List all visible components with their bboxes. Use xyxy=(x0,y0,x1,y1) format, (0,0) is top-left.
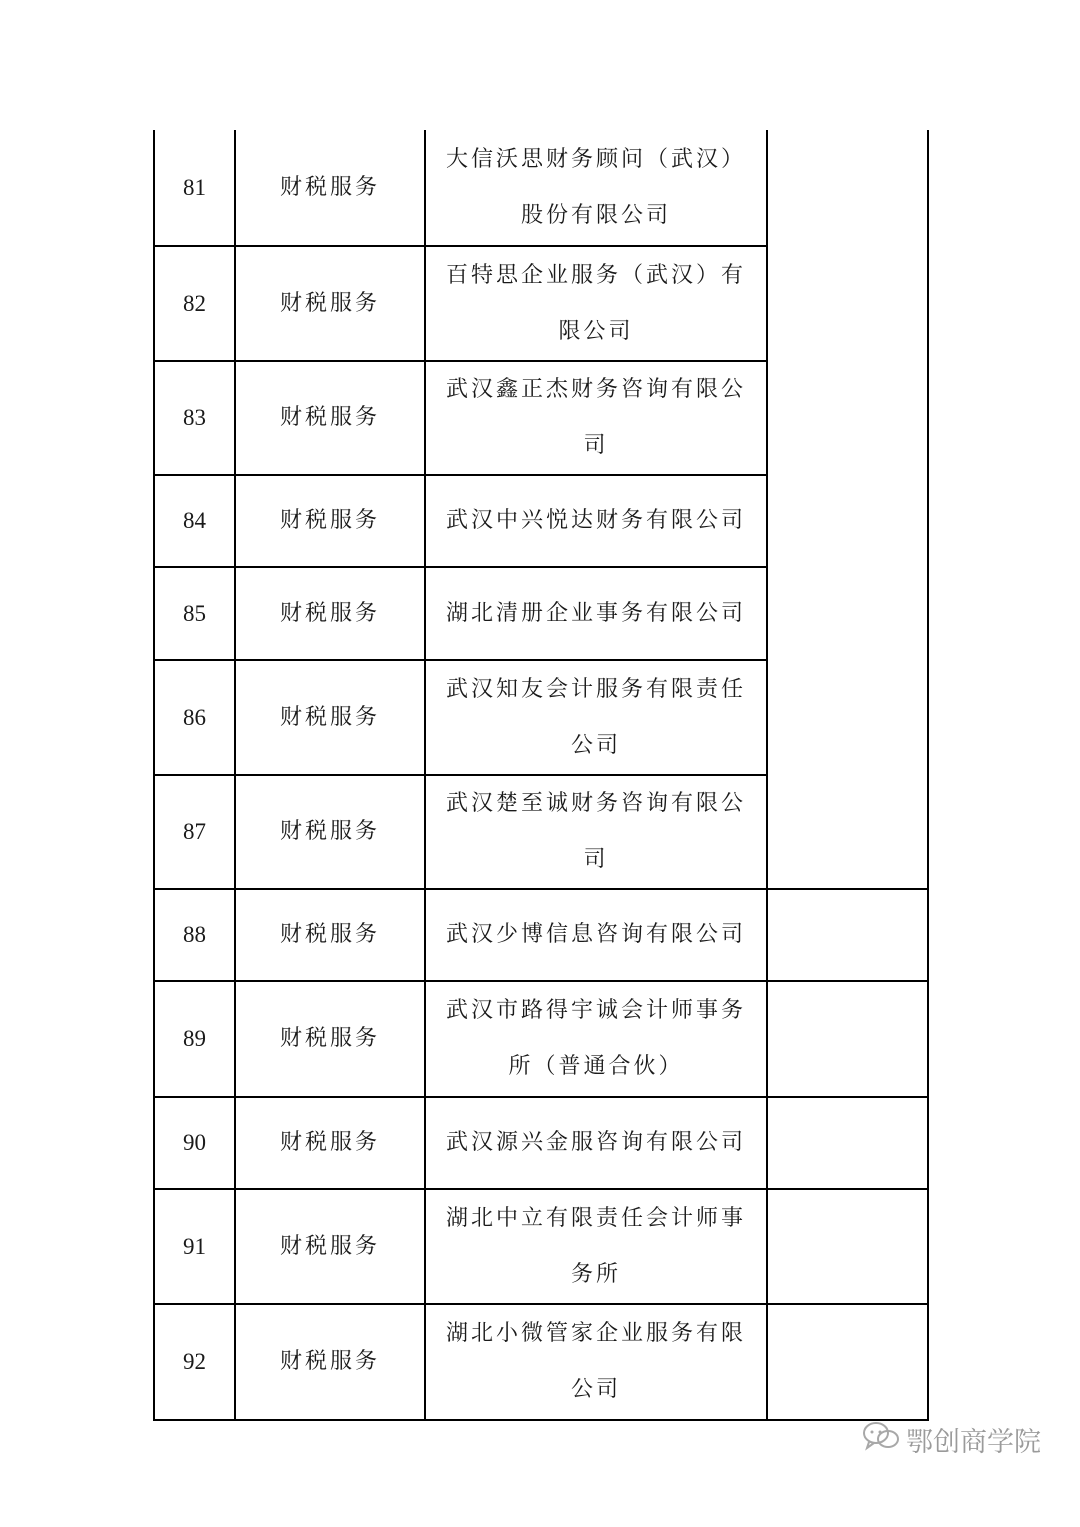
row-number: 83 xyxy=(154,361,235,475)
wechat-icon xyxy=(862,1421,900,1458)
company-name-cell: 武汉鑫正杰财务咨询有限公司 xyxy=(425,361,767,475)
account-watermark xyxy=(862,1420,1041,1459)
remarks-cell xyxy=(767,889,928,981)
company-name-cell: 大信沃思财务顾问（武汉）股份有限公司 xyxy=(425,130,767,246)
row-number: 82 xyxy=(154,246,235,361)
company-name-cell: 武汉源兴金服咨询有限公司 xyxy=(425,1097,767,1189)
category-cell: 财税服务 xyxy=(235,981,425,1097)
table-row xyxy=(154,981,928,1097)
category-cell: 财税服务 xyxy=(235,246,425,361)
row-number: 85 xyxy=(154,567,235,660)
row-number: 91 xyxy=(154,1189,235,1304)
category-cell: 财税服务 xyxy=(235,775,425,889)
row-number: 92 xyxy=(154,1304,235,1420)
row-number: 87 xyxy=(154,775,235,889)
watermark-text: 鄂创商学院 xyxy=(906,1427,1041,1458)
category-cell: 财税服务 xyxy=(235,361,425,475)
table-row xyxy=(154,1304,928,1420)
remarks-cell xyxy=(767,1304,928,1420)
category-cell: 财税服务 xyxy=(235,1189,425,1304)
row-number: 89 xyxy=(154,981,235,1097)
company-name-cell: 湖北中立有限责任会计师事务所 xyxy=(425,1189,767,1304)
company-name-cell: 武汉少博信息咨询有限公司 xyxy=(425,889,767,981)
remarks-cell xyxy=(767,1189,928,1304)
category-cell: 财税服务 xyxy=(235,1097,425,1189)
table-row xyxy=(154,1097,928,1189)
row-number: 88 xyxy=(154,889,235,981)
company-name-cell: 湖北小微管家企业服务有限公司 xyxy=(425,1304,767,1420)
row-number: 90 xyxy=(154,1097,235,1189)
company-name-cell: 武汉市路得宇诚会计师事务所（普通合伙） xyxy=(425,981,767,1097)
category-cell: 财税服务 xyxy=(235,130,425,246)
company-name-cell: 武汉知友会计服务有限责任公司 xyxy=(425,660,767,775)
table-row xyxy=(154,130,928,246)
category-cell: 财税服务 xyxy=(235,1304,425,1420)
row-number: 84 xyxy=(154,475,235,567)
company-name-cell: 武汉中兴悦达财务有限公司 xyxy=(425,475,767,567)
company-name-cell: 百特思企业服务（武汉）有限公司 xyxy=(425,246,767,361)
company-list-table xyxy=(153,130,929,1421)
remarks-cell xyxy=(767,1097,928,1189)
company-name-cell: 湖北清册企业事务有限公司 xyxy=(425,567,767,660)
row-number: 86 xyxy=(154,660,235,775)
table-row xyxy=(154,1189,928,1304)
category-cell: 财税服务 xyxy=(235,567,425,660)
table-row xyxy=(154,889,928,981)
category-cell: 财税服务 xyxy=(235,475,425,567)
remarks-cell xyxy=(767,130,928,889)
category-cell: 财税服务 xyxy=(235,660,425,775)
company-name-cell: 武汉楚至诚财务咨询有限公司 xyxy=(425,775,767,889)
category-cell: 财税服务 xyxy=(235,889,425,981)
row-number: 81 xyxy=(154,130,235,246)
remarks-cell xyxy=(767,981,928,1097)
